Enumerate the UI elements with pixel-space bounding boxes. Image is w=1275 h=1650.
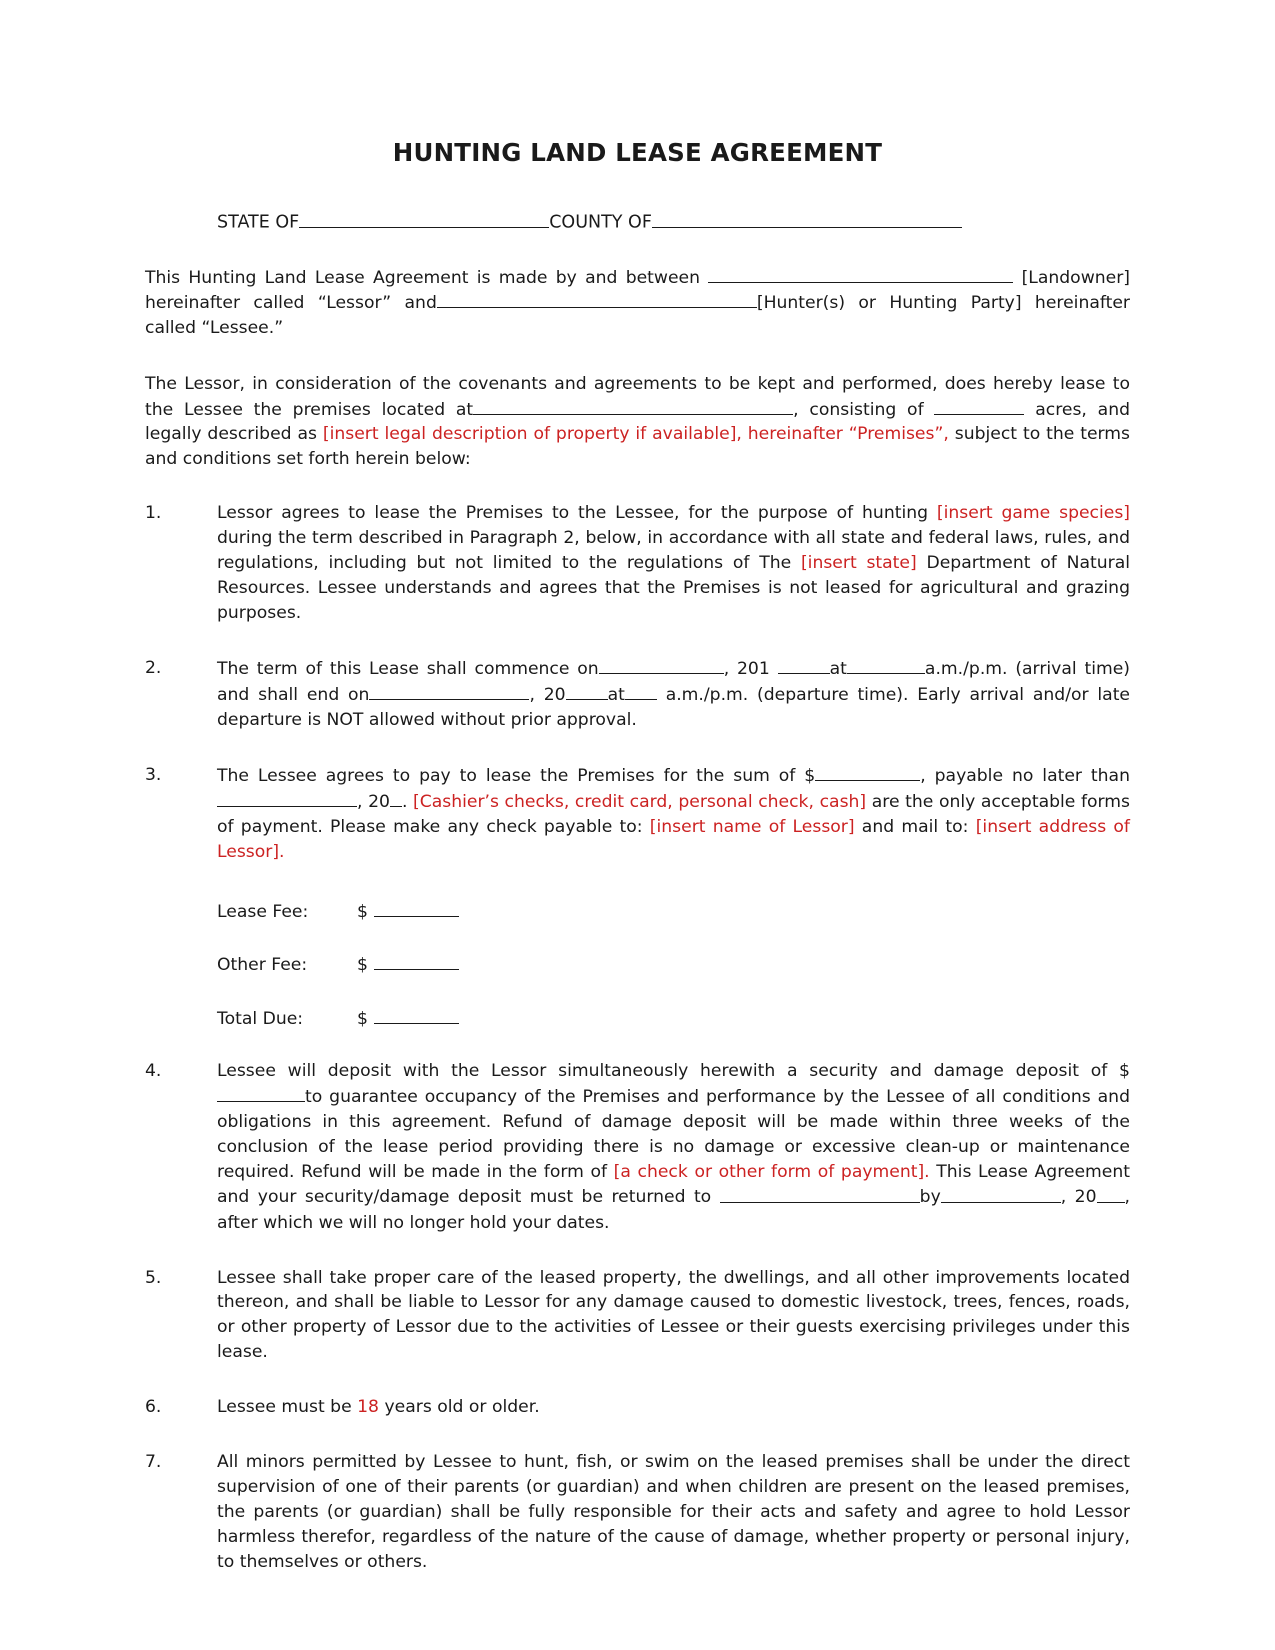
clause-3-text-5: are the only acceptable forms of payment. Please make any check payable to: — [217, 792, 1130, 838]
lessor-address-placeholder: [insert address of Lessor]. — [217, 817, 1130, 863]
clause-1 — [145, 501, 1130, 626]
clause-6-text — [217, 1395, 1130, 1420]
clause-4-text-6: , after which we will no longer hold your dates. — [217, 1187, 1130, 1233]
clause-3-text-3: , 20 — [357, 792, 390, 813]
total-due-blank-field[interactable] — [374, 1005, 459, 1023]
clause-1-text-3: Department of Natural Resources. Lessee understands and agrees that the Premises is not leased for agricultural and grazing purposes. — [217, 552, 1131, 623]
consideration-text-3: acres, and legally described as — [145, 399, 1131, 445]
clause-2-text — [217, 656, 1130, 733]
clause-2-text-1: The term of this Lease shall commence on — [217, 658, 599, 679]
intro-text-2: [Landowner] hereinafter called “Lessor” and — [145, 267, 1130, 314]
total-due-label: Total Due: — [217, 1008, 304, 1029]
return-by-year-blank-field[interactable] — [1097, 1184, 1125, 1202]
fee-row-lease — [217, 899, 1130, 922]
clause-1-text-1: Lessor agrees to lease the Premises to the Lessee, for the purpose of hunting — [217, 503, 929, 524]
clause-3-number: 3. — [145, 764, 162, 785]
clause-4-text-1: Lessee will deposit with the Lessor simultaneously herewith a security and damage deposit of $ — [217, 1060, 1130, 1081]
fee-row-other — [217, 952, 1130, 975]
clause-5 — [145, 1266, 1130, 1366]
clause-1-number: 1. — [145, 503, 162, 524]
departure-time-blank-field[interactable] — [625, 682, 657, 700]
clause-4-text-5: , 20 — [1060, 1187, 1097, 1208]
lease-sum-blank-field[interactable] — [815, 763, 920, 781]
lease-fee-currency: $ — [357, 902, 368, 923]
clause-2-text-2: , 201 — [723, 658, 770, 679]
clause-7-text: All minors permitted by Lessee to hunt, fish, or swim on the leased premises shall be under the direct supervision of one of their parents (or guardian) and when children are present on the leased premises, the parents (or guardian) shall be fully responsible for their acts and safety and agree to hold Lessor harmless therefor, regardless of the nature of the cause of damage, whether property or personal injury, to themselves or others. — [217, 1452, 1130, 1572]
return-to-blank-field[interactable] — [720, 1184, 920, 1202]
lessor-name-placeholder: [insert name of Lessor] — [649, 817, 855, 838]
other-fee-label: Other Fee: — [217, 955, 308, 976]
return-by-date-blank-field[interactable] — [941, 1184, 1061, 1202]
refund-form-placeholder: [a check or other form of payment]. — [613, 1161, 930, 1182]
state-blank-field[interactable] — [299, 209, 549, 228]
intro-text-3: [Hunter(s) or Hunting Party] hereinafter called “Lessee.” — [145, 293, 1130, 338]
game-species-placeholder: [insert game species] — [936, 503, 1131, 524]
clause-4-text — [217, 1059, 1130, 1236]
intro-paragraph — [145, 265, 1130, 341]
lease-fee-label: Lease Fee: — [217, 902, 309, 923]
clause-4-text-4: by — [919, 1187, 941, 1208]
clause-2-text-5: , 20 — [529, 685, 566, 706]
clause-3-text-1: The Lessee agrees to pay to lease the Premises for the sum of $ — [217, 766, 816, 787]
commence-year-blank-field[interactable] — [778, 656, 830, 674]
clause-3-text — [217, 763, 1130, 865]
consideration-text-1: The Lessor, in consideration of the covenants and agreements to be kept and performed, does hereby lease to the Lessee the premises located at — [145, 374, 1130, 420]
consideration-paragraph — [145, 372, 1130, 471]
consideration-text-2: , consisting of — [793, 399, 924, 420]
minimum-age-placeholder: 18 — [357, 1397, 379, 1418]
clause-7 — [145, 1450, 1130, 1575]
deposit-amount-blank-field[interactable] — [217, 1084, 305, 1102]
county-label: COUNTY OF — [549, 212, 652, 233]
commence-date-blank-field[interactable] — [599, 656, 724, 674]
intro-text-1: This Hunting Land Lease Agreement is made by and between — [145, 267, 701, 288]
clause-2-text-6: at — [607, 685, 625, 706]
lease-fee-blank-field[interactable] — [374, 899, 459, 917]
clause-5-number: 5. — [145, 1267, 162, 1288]
payment-due-date-blank-field[interactable] — [217, 789, 357, 807]
clause-6-number: 6. — [145, 1397, 162, 1418]
clause-2-text-7: a.m./p.m. (departure time). — [665, 685, 909, 706]
end-date-blank-field[interactable] — [369, 682, 529, 700]
state-placeholder: [insert state] — [800, 552, 917, 573]
clause-2 — [145, 656, 1130, 733]
clause-6-text-1: Lessee must be — [217, 1397, 352, 1418]
clause-3 — [145, 763, 1130, 865]
clause-1-text — [217, 501, 1130, 626]
clause-4-text-3: This Lease Agreement and your security/damage deposit must be returned to — [217, 1161, 1130, 1208]
clause-4 — [145, 1059, 1130, 1236]
clause-2-text-4: a.m./p.m. (arrival time) and shall end on — [217, 658, 1131, 706]
end-year-blank-field[interactable] — [566, 682, 608, 700]
other-fee-blank-field[interactable] — [374, 952, 459, 970]
arrival-time-blank-field[interactable] — [847, 656, 925, 674]
clause-3-text-4: . — [401, 792, 408, 813]
clause-4-number: 4. — [145, 1060, 162, 1081]
clause-6-text-2: years old or older. — [384, 1397, 540, 1418]
state-county-line — [145, 209, 1130, 233]
state-label: STATE OF — [217, 212, 300, 233]
clause-6 — [145, 1395, 1130, 1420]
clause-5-text: Lessee shall take proper care of the leased property, the dwellings, and all other improvements located thereon, and shall be liable to Lessor for any damage caused to domestic livestock, trees, fences, roads, or other property of Lessor due to the activities of Lessee or their guests exercising privileges under this lease. — [217, 1267, 1130, 1363]
fee-row-total — [217, 1005, 1130, 1028]
lessor-blank-field[interactable] — [708, 265, 1013, 283]
total-due-currency: $ — [357, 1008, 368, 1029]
acres-blank-field[interactable] — [934, 397, 1024, 415]
clause-3-text-6: and mail to: — [861, 817, 969, 838]
payment-due-year-blank-field[interactable] — [390, 789, 402, 807]
page-title: HUNTING LAND LEASE AGREEMENT — [392, 138, 883, 167]
consideration-text-4: subject to the terms and conditions set forth herein below: — [145, 424, 1131, 469]
clause-2-text-8: Early arrival and/or late departure is NOT allowed without prior approval. — [217, 685, 1131, 730]
payment-methods-placeholder: [Cashier’s checks, credit card, personal check, cash] — [413, 792, 867, 813]
clause-2-text-3: at — [829, 658, 847, 679]
clause-3-text-2: , payable no later than — [920, 766, 1130, 787]
fee-summary — [145, 899, 1130, 1029]
county-blank-field[interactable] — [652, 209, 962, 228]
clause-1-text-2: during the term described in Paragraph 2, below, in accordance with all state and federal laws, rules, and regulations, including but not limited to the regulations of The — [217, 527, 1130, 573]
legal-description-placeholder: [insert legal description of property if available], hereinafter “Premises”, — [322, 424, 949, 445]
lessee-blank-field[interactable] — [437, 290, 757, 308]
clause-4-text-2: to guarantee occupancy of the Premises and performance by the Lessee of all conditions and obligations in this agreement. Refund of damage deposit will be made within three weeks of the conclusion of the lease period providing there is no damage or excessive clean-up or maintenance required. Refund will be made in the form of — [217, 1086, 1130, 1182]
property-location-blank-field[interactable] — [473, 397, 793, 415]
other-fee-currency: $ — [357, 955, 368, 976]
clause-7-number: 7. — [145, 1452, 162, 1473]
clause-2-number: 2. — [145, 657, 162, 678]
